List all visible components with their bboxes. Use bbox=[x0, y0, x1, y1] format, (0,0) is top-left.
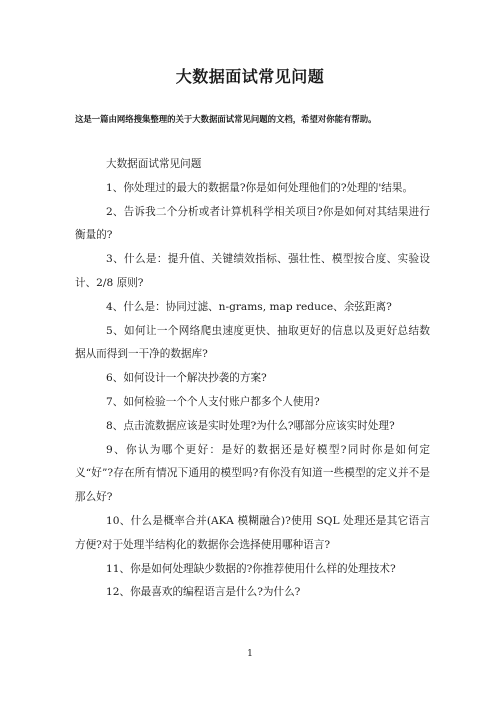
section-heading: 大数据面试常见问题 bbox=[106, 158, 202, 170]
question-2: 2、告诉我二个分析或者计算机科学相关项目?你是如何对其结果进行衡量的? bbox=[75, 205, 430, 242]
question-6: 6、如何设计一个解决抄袭的方案? bbox=[106, 372, 267, 385]
question-8: 8、点击流数据应该是实时处理?为什么?哪部分应该实时处理? bbox=[106, 419, 395, 432]
intro-text: 这是一篇由网络搜集整理的关于大数据面试常见问题的文档，希望对你能有帮助。 bbox=[75, 114, 377, 124]
question-10: 10、什么是概率合并(AKA 模糊融合)?使用 SQL 处理还是其它语言方便?对于处理半结构化的数据你会选择使用哪种语言? bbox=[75, 514, 430, 551]
question-1: 1、你处理过的最大的数据量?你是如何处理他们的?处理的'结果。 bbox=[106, 181, 414, 194]
question-11: 11、你是如何处理缺少数据的?你推荐使用什么样的处理技术? bbox=[106, 562, 396, 575]
question-12: 12、你最喜欢的编程语言是什么?为什么? bbox=[106, 586, 301, 599]
question-4: 4、什么是：协同过滤、n-grams, map reduce、余弦距离? bbox=[106, 300, 392, 313]
page-number: 1 bbox=[247, 649, 253, 659]
page-title: 大数据面试常见问题 bbox=[175, 67, 325, 86]
question-3: 3、什么是：提升值、关键绩效指标、强壮性、模型按合度、实验设计、2/8 原则? bbox=[75, 253, 430, 289]
document-body bbox=[75, 153, 430, 605]
question-7: 7、如何检验一个个人支付账户都多个人使用? bbox=[106, 395, 320, 408]
question-9: 9、你认为哪个更好：是好的数据还是好模型?同时你是如何定义“好”?存在所有情况下通用的模型吗?有你没有知道一些模型的定义并不是那么好? bbox=[75, 443, 430, 504]
question-5: 5、如何让一个网络爬虫速度更快、抽取更好的信息以及更好总结数据从而得到一干净的数据库? bbox=[75, 324, 430, 361]
